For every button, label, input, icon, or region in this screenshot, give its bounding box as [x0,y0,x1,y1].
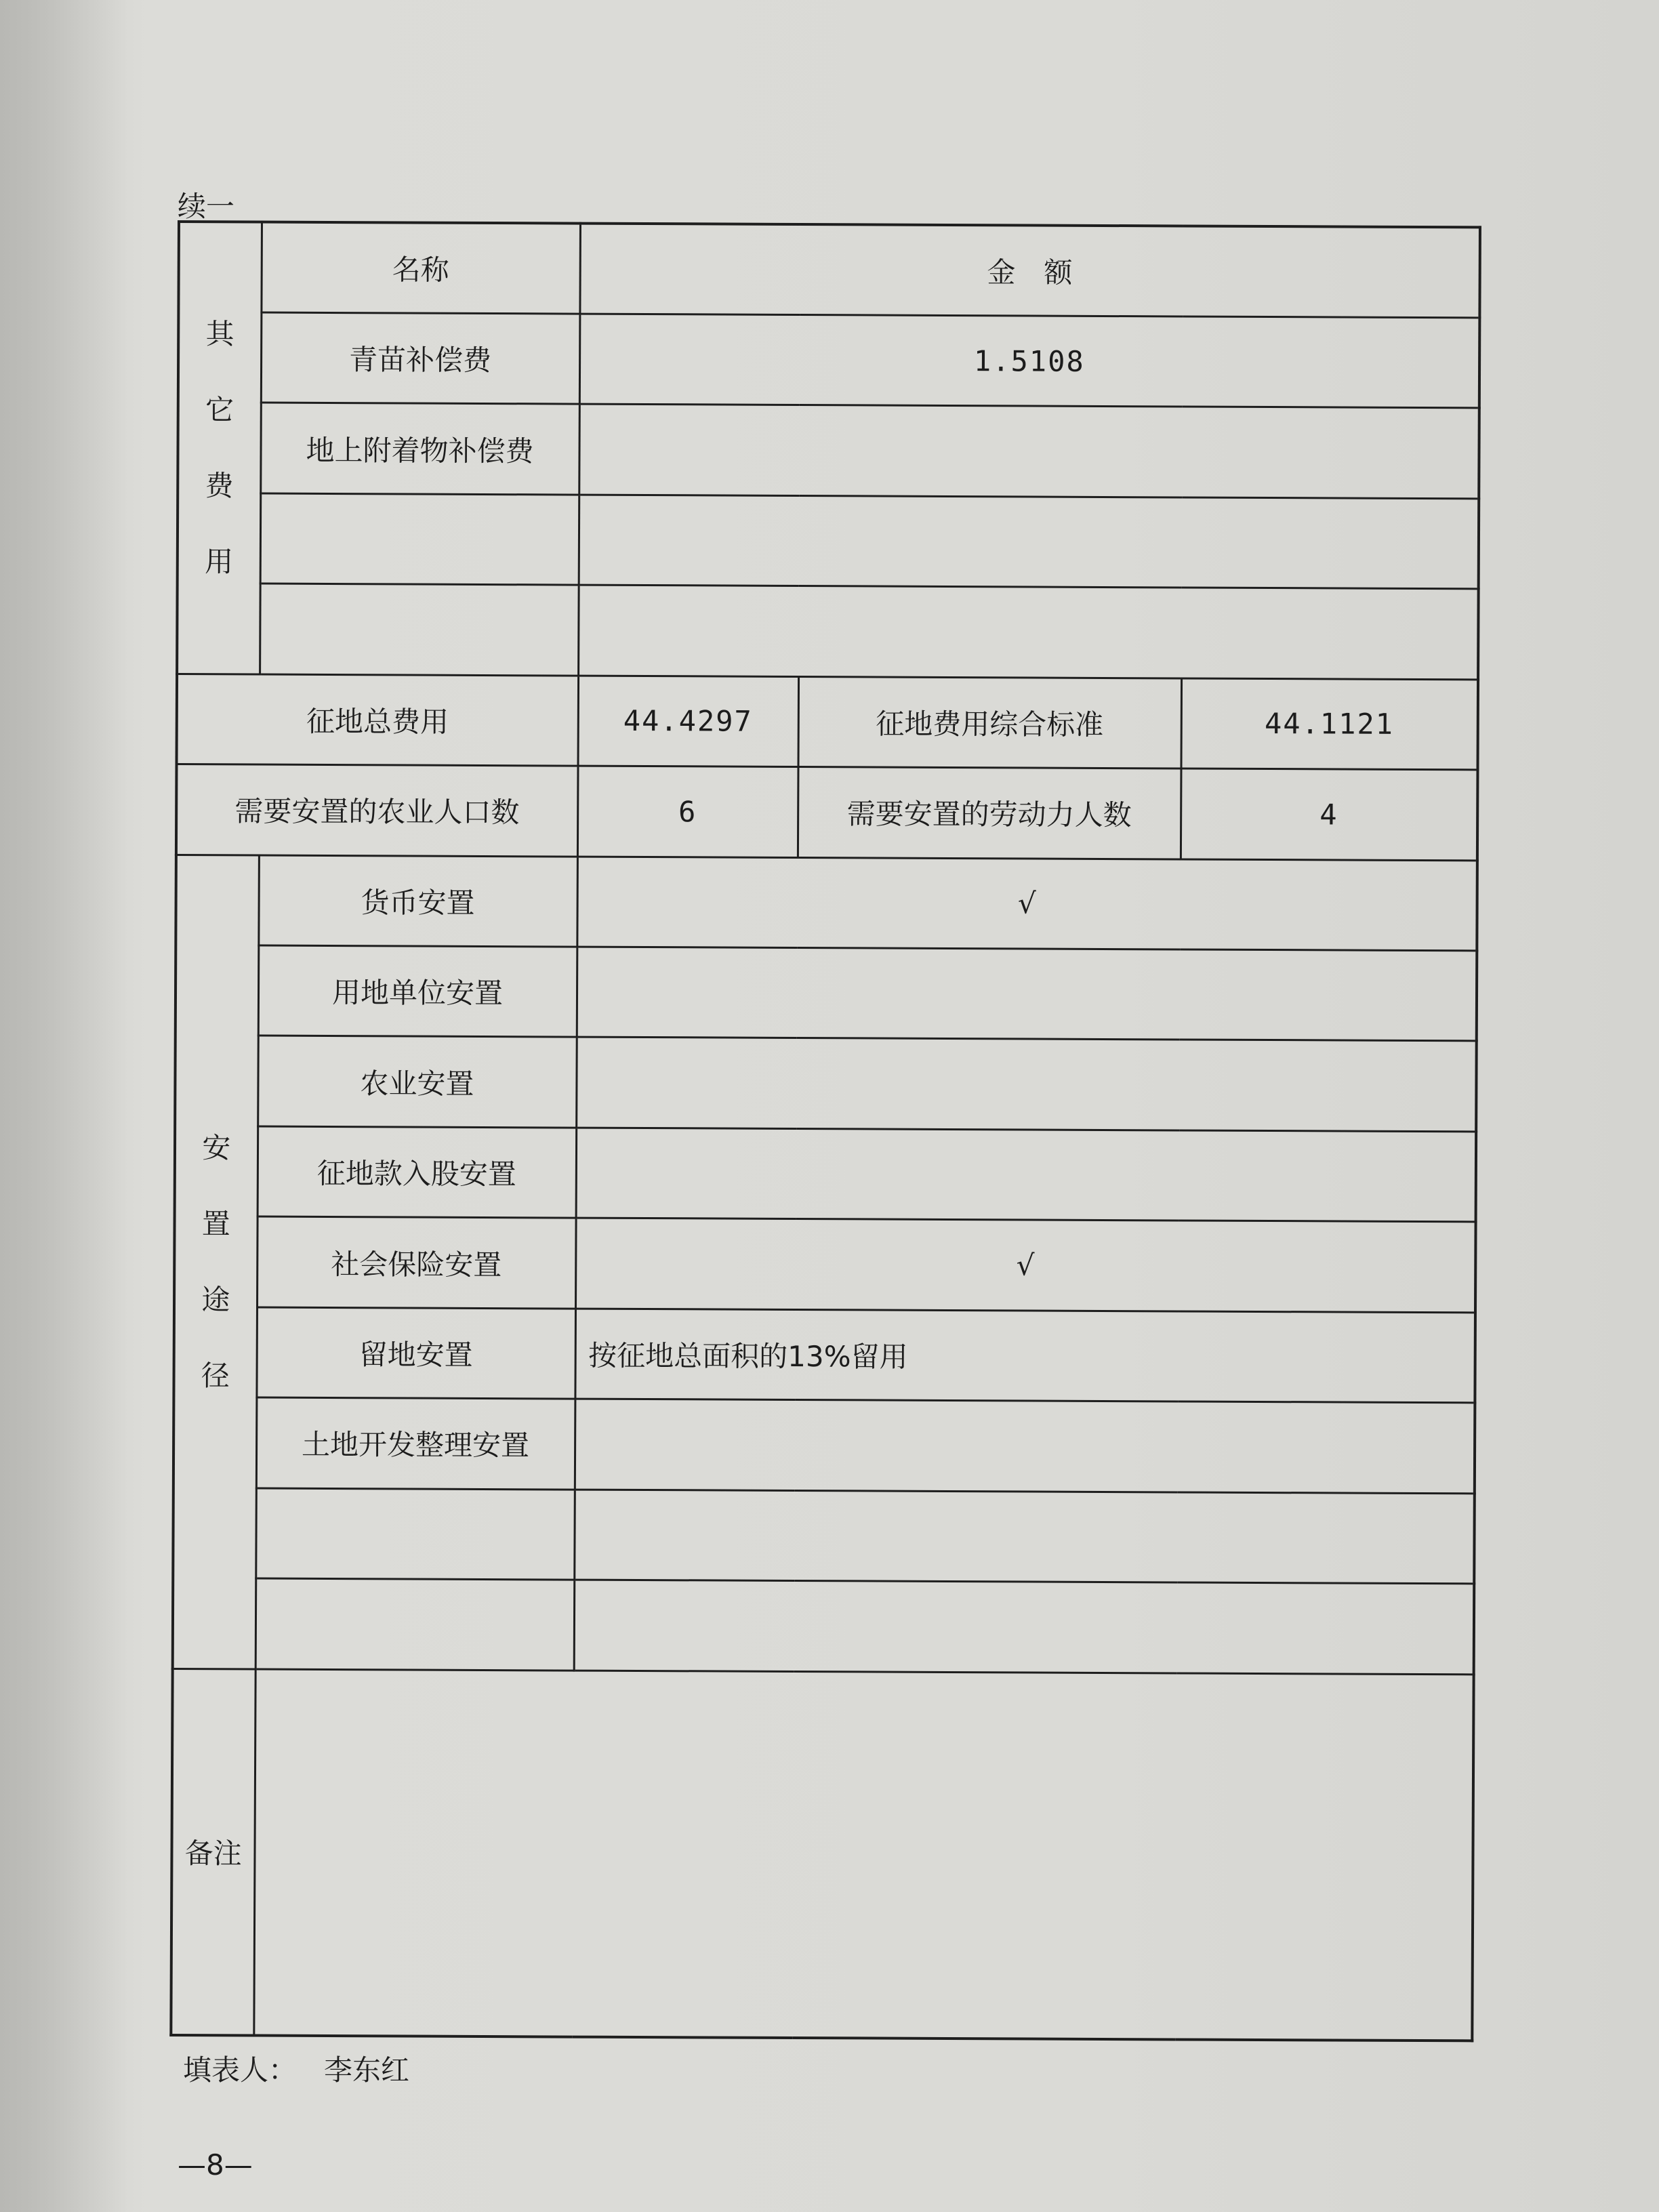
table-row [175,1036,1477,1132]
continuation-label: 续一 [178,190,235,223]
table-row [171,1668,1473,2041]
resettlement-value-cell [575,1399,1475,1493]
table-row [174,1216,1476,1313]
filler-label: 填表人： [183,2053,298,2087]
resettlement-name-cell: 货币安置 [258,855,577,947]
fee-amount-cell [579,495,1479,589]
fee-name-cell: 地上附着物补偿费 [260,403,579,494]
agri-population-label: 需要安置的农业人口数 [176,764,578,857]
table-row [176,855,1477,951]
page-shadow [0,0,129,2212]
standard-label: 征地费用综合标准 [798,676,1181,769]
resettlement-value-cell [576,1128,1477,1222]
remarks-value [253,1669,1473,2041]
fee-name-cell [260,493,579,585]
total-cost-label: 征地总费用 [176,674,578,766]
fee-name-cell [260,583,579,675]
table-row [173,1578,1475,1675]
resettlement-name-cell: 征地款入股安置 [258,1126,577,1218]
resettlement-value-cell: √ [575,1218,1476,1312]
table-row [176,674,1478,770]
remarks-label: 备注 [171,1668,255,2036]
land-acquisition-form-table [169,220,1481,2042]
filler-name: 李东红 [324,2053,410,2087]
other-fees-group-label: 其 它 费 用 [177,222,262,674]
resettlement-value-cell: √ [577,857,1477,951]
fee-name-cell: 青苗补偿费 [261,312,580,404]
table-row [176,945,1477,1041]
resettlement-name-cell: 社会保险安置 [257,1216,576,1308]
resettlement-name-cell: 用地单位安置 [258,945,577,1037]
fee-amount-cell [579,404,1479,498]
filler-line [183,2048,409,2089]
resettlement-value-cell [576,1038,1477,1132]
agri-population-value: 6 [577,766,798,857]
resettlement-name-cell: 农业安置 [258,1036,577,1127]
table-row [178,493,1479,589]
table-row [173,1397,1475,1494]
amount-column-header: 金 额 [579,224,1480,318]
labor-count-label: 需要安置的劳动力人数 [798,767,1181,859]
resettlement-value-cell [574,1490,1475,1584]
fee-amount-cell: 1.5108 [579,314,1480,408]
table-row [178,312,1480,408]
page-number: —8— [178,2148,253,2182]
table-row [177,583,1479,680]
resettlement-name-cell: 土地开发整理安置 [256,1397,575,1489]
resettlement-group-label: 安 置 途 径 [173,855,259,1668]
resettlement-name-cell: 留地安置 [256,1307,575,1399]
labor-count-value: 4 [1181,769,1478,860]
table-row [176,764,1478,861]
table-row [178,403,1479,499]
fee-amount-cell [578,585,1479,679]
table-row [175,1126,1477,1222]
table-row [173,1488,1475,1584]
total-cost-value: 44.4297 [577,676,798,767]
name-column-header: 名称 [261,222,580,314]
resettlement-value-cell: 按征地总面积的13%留用 [575,1309,1475,1403]
resettlement-value-cell [574,1580,1475,1674]
resettlement-name-cell [255,1578,575,1670]
table-row [178,222,1480,318]
standard-value: 44.1121 [1181,678,1478,770]
resettlement-name-cell [255,1488,575,1580]
resettlement-value-cell [577,947,1477,1041]
table-row [173,1307,1475,1403]
